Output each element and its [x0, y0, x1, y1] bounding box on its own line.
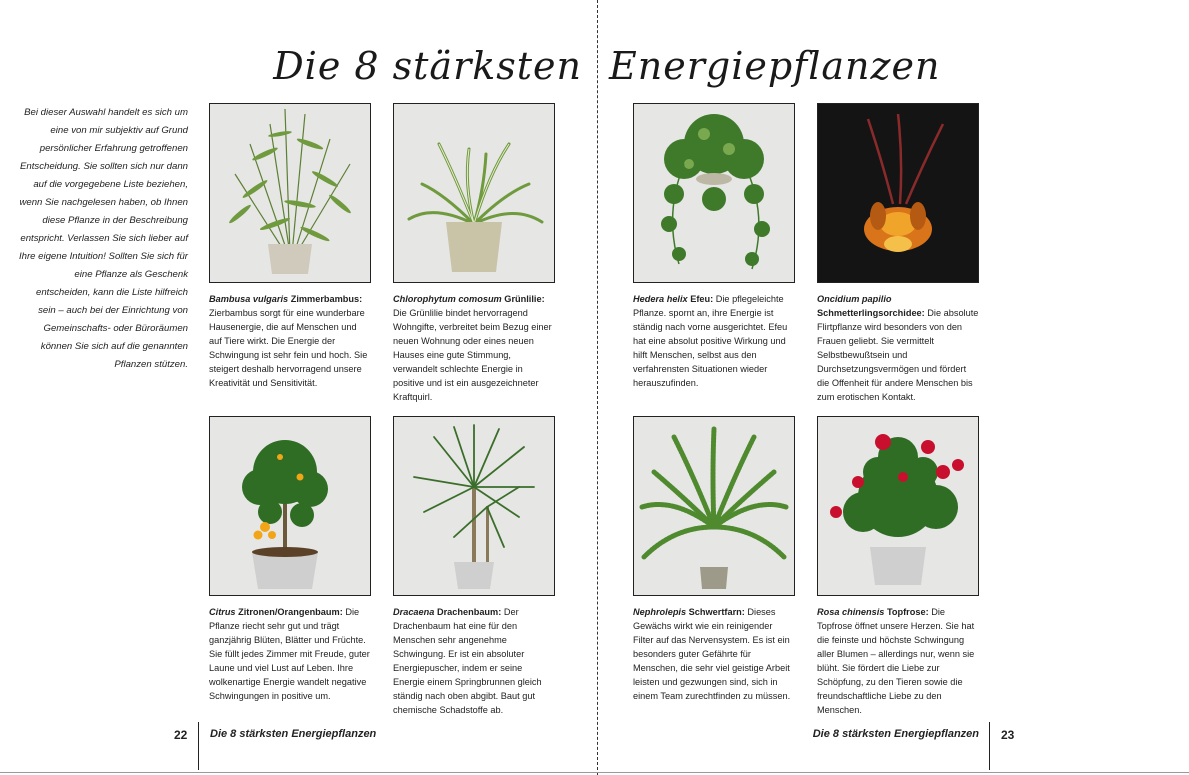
- intro-text: Bei dieser Auswahl handelt es sich um eine von mir subjektiv auf Grund persönlicher Erfahrung getroffenen Entscheidung. Sie sollten sich nur dann auf die vorgegebene Liste beziehen, wenn Sie nachgelesen haben, ob Ihnen diese Pflanze in der Beschreibung entspricht. Verlassen Sie sich lieber auf Ihre eigene Intuition! Sollten Sie sich für eine Pflanze als Geschenk entscheiden, kann die Liste hilfreich sein – auch bei der Einrichtung von Gemeinschafts- oder Büroräumen können Sie sich auf die genannten Pflanzen stützen.: [18, 107, 188, 370]
- plant-latin-name: Nephrolepis: [633, 607, 687, 617]
- plant-description: Die absolute Flirtpflanze wird besonders von den Frauen geliebt. Sie vermittelt Selbstbewußtsein und Durchsetzungsvermögen und fördert die Offenheit für andere Menschen bis zum erotischen Kontakt.: [817, 308, 979, 402]
- book-spine-fold: [597, 0, 598, 775]
- plant-common-name: Drachenbaum:: [436, 607, 502, 617]
- plant-latin-name: Dracaena: [393, 607, 435, 617]
- plant-caption: [393, 605, 555, 717]
- running-header-left: Die 8 stärksten Energiepflanzen: [210, 728, 377, 740]
- plant-description: Die Topfrose öffnet unsere Herzen. Sie hat die feinste und höchste Schwingung aller Blumen – allerdings nur, wenn sie blüht. Sie fördert die Liebe zur Schöpfung, zu den Tieren sowie die freundschaftliche Liebe zu den Menschen.: [817, 607, 975, 715]
- plant-latin-name: Bambusa vulgaris: [209, 294, 289, 304]
- plant-caption: [817, 292, 979, 404]
- plant-caption: [209, 292, 371, 390]
- spider-plant-photo: [393, 103, 555, 283]
- plant-common-name: Schwertfarn:: [688, 607, 745, 617]
- plant-description: Die pflegeleichte Pflanze. spornt an, ihre Energie ist ständig nach vorne ausgerichtet. Efeu hat eine absolut positive Wirkung und hilft Menschen, selbst aus den verfahrensten Situationen wieder herauszufinden.: [633, 294, 788, 388]
- citrus-photo: [209, 416, 371, 596]
- plant-card-hedera: [633, 103, 795, 390]
- page-title-left: Die 8 stärksten: [273, 44, 582, 88]
- plant-card-bambusa: [209, 103, 371, 390]
- page-bottom-edge: [0, 772, 1189, 773]
- page-number-right: 23: [1001, 728, 1015, 742]
- plant-caption: [633, 292, 795, 390]
- page-title-right: Energiepflanzen: [609, 44, 941, 88]
- plant-common-name: Zimmerbambus:: [290, 294, 363, 304]
- plant-card-dracaena: [393, 416, 555, 717]
- orchid-photo: [817, 103, 979, 283]
- rose-photo: [817, 416, 979, 596]
- plant-common-name: Schmetterlingsorchidee:: [817, 308, 925, 318]
- plant-common-name: Efeu:: [690, 294, 714, 304]
- plant-card-citrus: [209, 416, 371, 703]
- plant-latin-name: Rosa chinensis: [817, 607, 885, 617]
- footer-divider-left: [198, 722, 199, 770]
- plant-caption: [209, 605, 371, 703]
- footer-divider-right: [989, 722, 990, 770]
- plant-card-rosa: [817, 416, 979, 717]
- bamboo-photo: [209, 103, 371, 283]
- dracaena-photo: [393, 416, 555, 596]
- plant-caption: [817, 605, 979, 717]
- plant-card-chlorophytum: [393, 103, 555, 404]
- plant-latin-name: Citrus: [209, 607, 236, 617]
- plant-caption: [393, 292, 555, 404]
- plant-caption: [633, 605, 795, 703]
- plant-description: Die Grünlilie bindet hervorragend Wohngifte, verbreitet beim Bezug einer neuen Wohnung oder eines neuen Hauses eine gute Stimmung, verwandelt schlechte Energie in positive und ist ein ausgezeichneter Kraftquirl.: [393, 308, 552, 402]
- plant-latin-name: Hedera helix: [633, 294, 688, 304]
- plant-card-nephrolepis: [633, 416, 795, 703]
- plant-description: Die Pflanze riecht sehr gut und trägt ganzjährig Blüten, Blätter und Früchte. Sie füllt jedes Zimmer mit Freude, guter Laune und viel Lust auf Leben. Ihre wolkenartige Energie wandelt negative Schwingungen in positive um.: [209, 607, 370, 701]
- plant-common-name: Topfrose:: [886, 607, 929, 617]
- plant-card-oncidium: [817, 103, 979, 404]
- plant-description: Zierbambus sorgt für eine wunderbare Hausenergie, die auf Menschen und auf Tiere wirkt. Die Energie der Schwingung ist sehr fein und hoch. Sie steigert deshalb hervorragend unsere Kreativität und Sensitivität.: [209, 308, 368, 388]
- plant-common-name: Zitronen/Orangenbaum:: [238, 607, 343, 617]
- running-header-right: Die 8 stärksten Energiepflanzen: [812, 728, 979, 740]
- plant-latin-name: Oncidium papilio: [817, 294, 892, 304]
- ivy-photo: [633, 103, 795, 283]
- fern-photo: [633, 416, 795, 596]
- plant-common-name: Grünlilie:: [504, 294, 545, 304]
- page-number-left: 22: [174, 728, 188, 742]
- plant-latin-name: Chlorophytum comosum: [393, 294, 502, 304]
- plant-description: Dieses Gewächs wirkt wie ein reinigender Filter auf das Nervensystem. Es ist ein besonders guter Gefährte für Menschen, die sehr viel geistige Arbeit leisten und gezwungen sind, sich in einem Team zurechtfinden zu müssen.: [633, 607, 791, 701]
- plant-description: Der Drachenbaum hat eine für den Menschen sehr angenehme Schwingung. Er ist ein absoluter Energiepuscher, indem er seine Energie einem Springbrunnen gleich ständig nach oben abgibt. Baut gut chemische Schadstoffe ab.: [393, 607, 542, 715]
